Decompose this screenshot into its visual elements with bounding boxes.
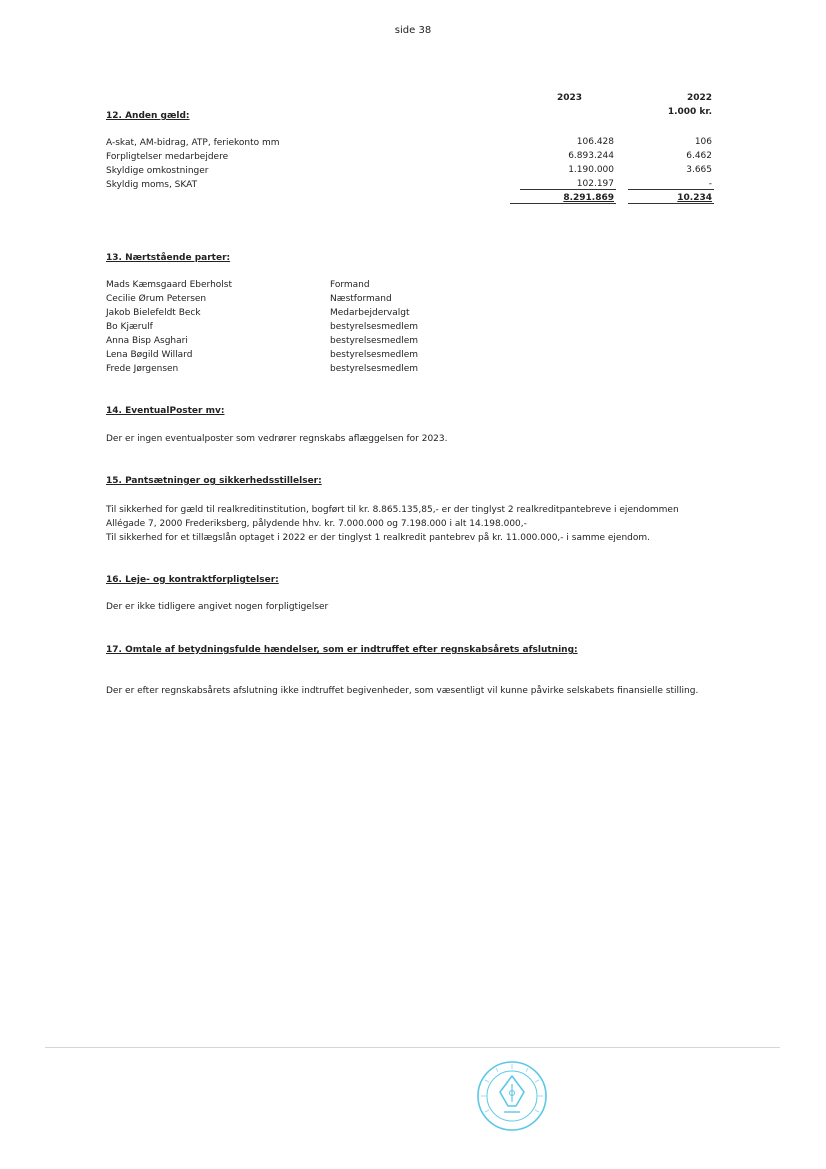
person-role: bestyrelsesmedlem	[330, 336, 419, 346]
row-value-2022: 6.462	[686, 151, 712, 161]
row-value-2023: 6.893.244	[568, 151, 614, 161]
total-rule-2023	[510, 203, 616, 204]
pen-nib-seal-icon	[476, 1060, 548, 1132]
row-label: Skyldig moms, SKAT	[106, 180, 198, 190]
row-value-2023: 102.197	[576, 179, 614, 189]
person-role: Næstformand	[330, 294, 392, 304]
row-value-2023: 106.428	[576, 137, 614, 147]
section-12-heading: 12. Anden gæld:	[106, 111, 190, 121]
person-name: Cecilie Ørum Petersen	[106, 294, 207, 304]
total-rule-2022	[628, 203, 714, 204]
person-name: Lena Bøgild Willard	[106, 350, 193, 360]
person-name: Jakob Bielefeldt Beck	[106, 308, 201, 318]
section-14-heading: 14. EventualPoster mv:	[106, 406, 225, 416]
footer-divider	[45, 1047, 780, 1048]
section-14-text: Der er ingen eventualposter som vedrører regnskabs aflæggelsen for 2023.	[106, 434, 448, 444]
section-15-heading: 15. Pantsætninger og sikkerhedsstillelser:	[106, 476, 322, 486]
person-role: Medarbejdervalgt	[330, 308, 410, 318]
row-value-2022: 106	[694, 137, 712, 147]
person-role: bestyrelsesmedlem	[330, 350, 419, 360]
column-header-2023: 2023	[556, 93, 582, 103]
section-17-text: Der er efter regnskabsårets afslutning ikke indtruffet begivenheder, som væsentligt vil kunne påvirke selskabets finansielle stilling.	[106, 686, 699, 696]
total-value-2023: 8.291.869	[563, 193, 614, 203]
person-role: bestyrelsesmedlem	[330, 364, 419, 374]
section-17-heading: 17. Omtale af betydningsfulde hændelser, som er indtruffet efter regnskabsårets afslutning:	[106, 645, 578, 655]
subtotal-rule-2022	[628, 189, 714, 190]
row-label: Forpligtelser medarbejdere	[106, 152, 229, 162]
section-13-heading: 13. Nærtstående parter:	[106, 253, 231, 263]
page-number: side 38	[394, 25, 432, 36]
person-name: Bo Kjærulf	[106, 322, 153, 332]
column-unit-2022: 1.000 kr.	[667, 107, 712, 117]
person-name: Frede Jørgensen	[106, 364, 179, 374]
subtotal-rule-2023	[520, 189, 616, 190]
person-name: Mads Kæmsgaard Eberholst	[106, 280, 233, 290]
column-header-2022: 2022	[686, 93, 712, 103]
section-15-line-2: Allégade 7, 2000 Frederiksberg, pålydende hhv. kr. 7.000.000 og 7.198.000 i alt 14.198.000,-	[106, 519, 527, 529]
section-16-heading: 16. Leje- og kontraktforpligtelser:	[106, 575, 279, 585]
row-label: A-skat, AM-bidrag, ATP, feriekonto mm	[106, 138, 280, 148]
total-value-2022: 10.234	[677, 193, 712, 203]
person-role: bestyrelsesmedlem	[330, 322, 419, 332]
row-value-2022: 3.665	[686, 165, 712, 175]
section-15-line-1: Til sikkerhed for gæld til realkreditinstitution, bogført til kr. 8.865.135,85,- er der tinglyst 2 realkreditpantebreve i ejendommen	[106, 505, 679, 515]
row-value-2023: 1.190.000	[568, 165, 614, 175]
person-role: Formand	[330, 280, 370, 290]
row-value-2022: -	[708, 179, 712, 189]
row-label: Skyldige omkostninger	[106, 166, 209, 176]
section-16-text: Der er ikke tidligere angivet nogen forpligtigelser	[106, 602, 329, 612]
person-name: Anna Bisp Asghari	[106, 336, 188, 346]
section-15-line-3: Til sikkerhed for et tillægslån optaget i 2022 er der tinglyst 1 realkredit pantebrev på kr. 11.000.000,- i samme ejendom.	[106, 533, 651, 543]
